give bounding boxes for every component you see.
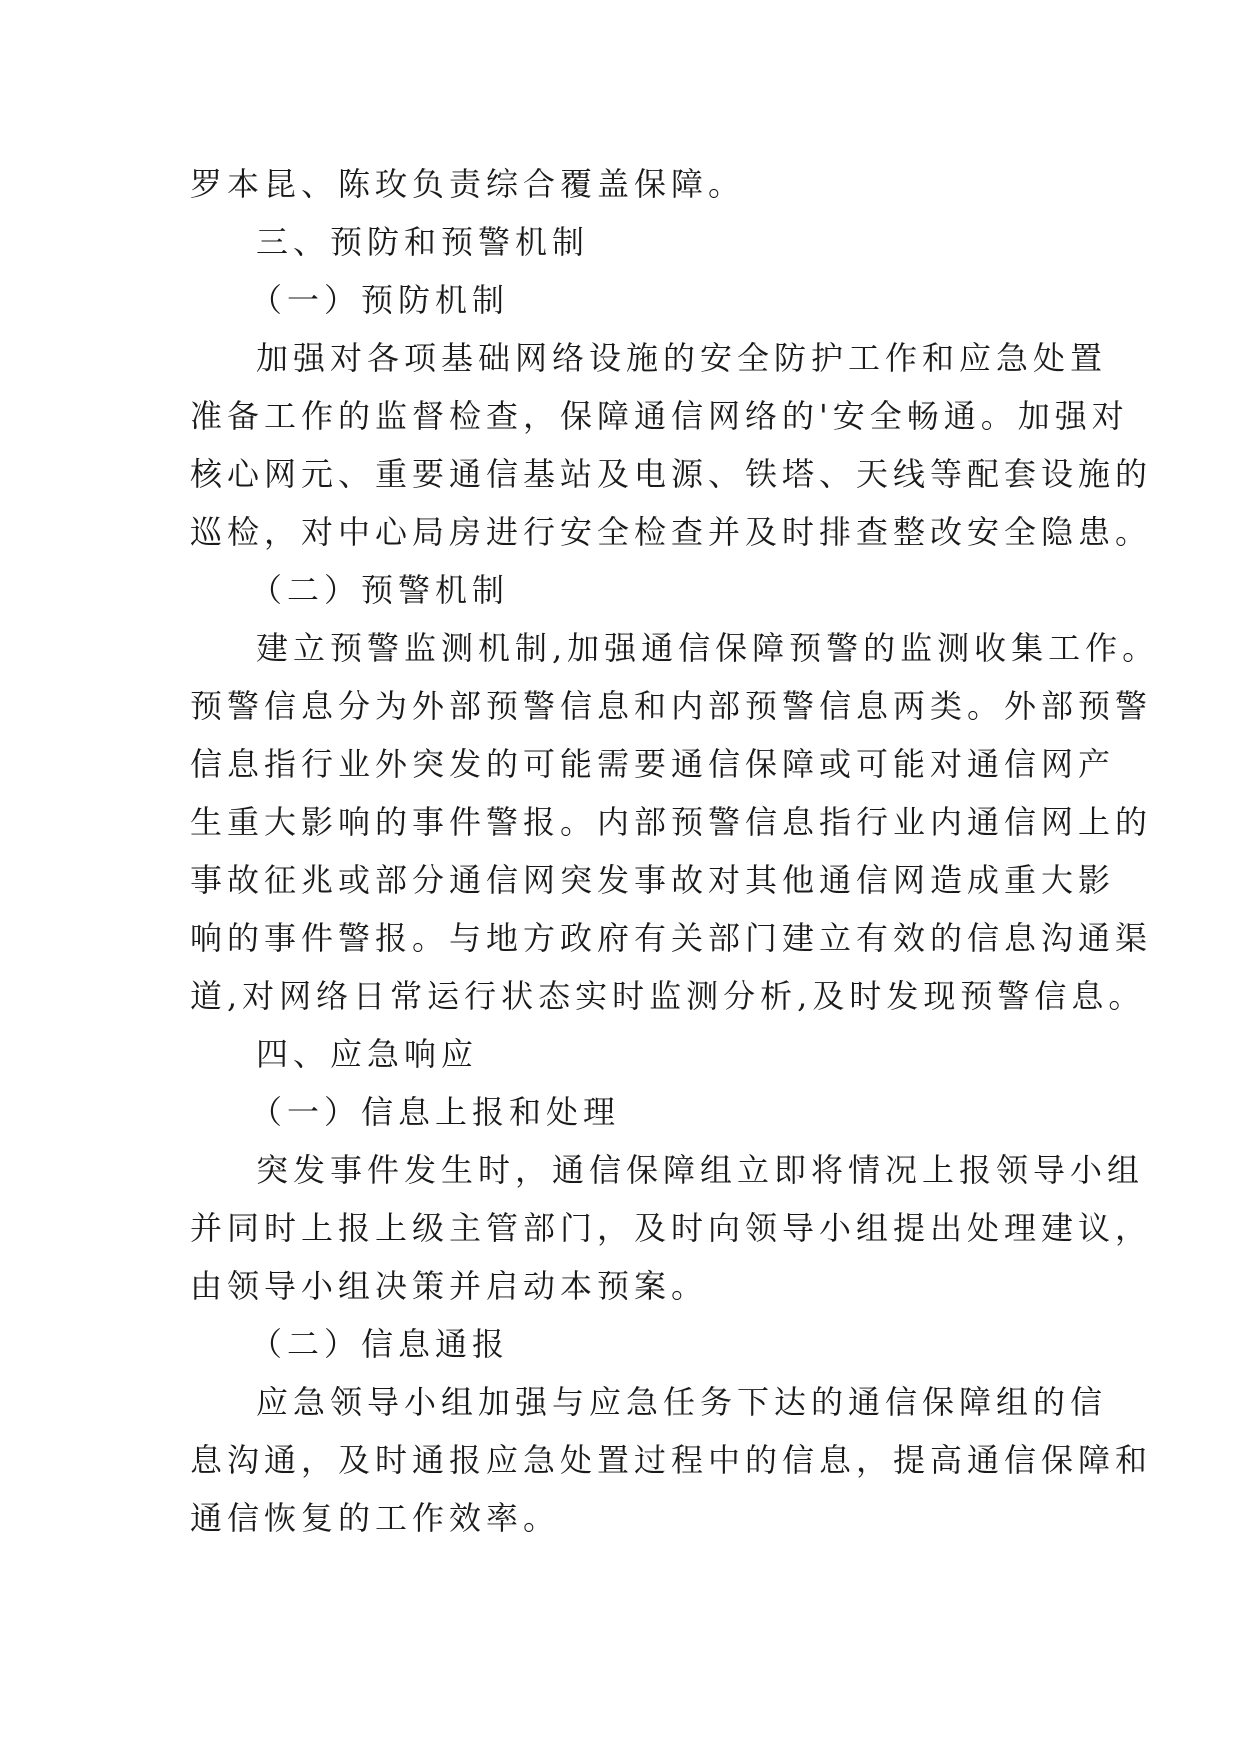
- paragraph-line: 并同时上报上级主管部门，及时向领导小组提出处理建议，: [190, 1209, 1153, 1247]
- paragraph-line: 准备工作的监督检查，保障通信网络的'安全畅通。加强对: [190, 397, 1129, 435]
- paragraph-line: 通信恢复的工作效率。: [190, 1499, 561, 1537]
- paragraph-line: 信息指行业外突发的可能需要通信保障或可能对通信网产: [190, 745, 1116, 783]
- section-heading: 四、应急响应: [256, 1035, 479, 1073]
- paragraph-line: 巡检，对中心局房进行安全检查并及时排查整改安全隐患。: [190, 513, 1153, 551]
- subsection-heading: （一）预防机制: [250, 281, 510, 319]
- section-heading: 三、预防和预警机制: [256, 223, 590, 261]
- document-body: [190, 155, 1160, 1547]
- paragraph-line: 应急领导小组加强与应急任务下达的通信保障组的信: [256, 1383, 1108, 1421]
- paragraph-line: 突发事件发生时，通信保障组立即将情况上报领导小组: [256, 1151, 1145, 1189]
- subsection-heading: （二）预警机制: [250, 571, 510, 609]
- paragraph-line: 预警信息分为外部预警信息和内部预警信息两类。外部预警: [190, 687, 1153, 725]
- paragraph-line: 事故征兆或部分通信网突发事故对其他通信网造成重大影: [190, 861, 1116, 899]
- paragraph-line: 息沟通，及时通报应急处置过程中的信息，提高通信保障和: [190, 1441, 1153, 1479]
- paragraph-line: 罗本昆、陈玫负责综合覆盖保障。: [190, 165, 746, 203]
- paragraph-line: 生重大影响的事件警报。内部预警信息指行业内通信网上的: [190, 803, 1153, 841]
- paragraph-line: 响的事件警报。与地方政府有关部门建立有效的信息沟通渠: [190, 919, 1153, 957]
- subsection-heading: （一）信息上报和处理: [250, 1093, 621, 1131]
- paragraph-line: 核心网元、重要通信基站及电源、铁塔、天线等配套设施的: [190, 455, 1153, 493]
- paragraph-line: 道,对网络日常运行状态实时监测分析,及时发现预警信息。: [190, 977, 1146, 1015]
- paragraph-line: 由领导小组决策并启动本预案。: [190, 1267, 709, 1305]
- paragraph-line: 加强对各项基础网络设施的安全防护工作和应急处置: [256, 339, 1108, 377]
- subsection-heading: （二）信息通报: [250, 1325, 510, 1363]
- paragraph-line: 建立预警监测机制,加强通信保障预警的监测收集工作。: [256, 629, 1160, 667]
